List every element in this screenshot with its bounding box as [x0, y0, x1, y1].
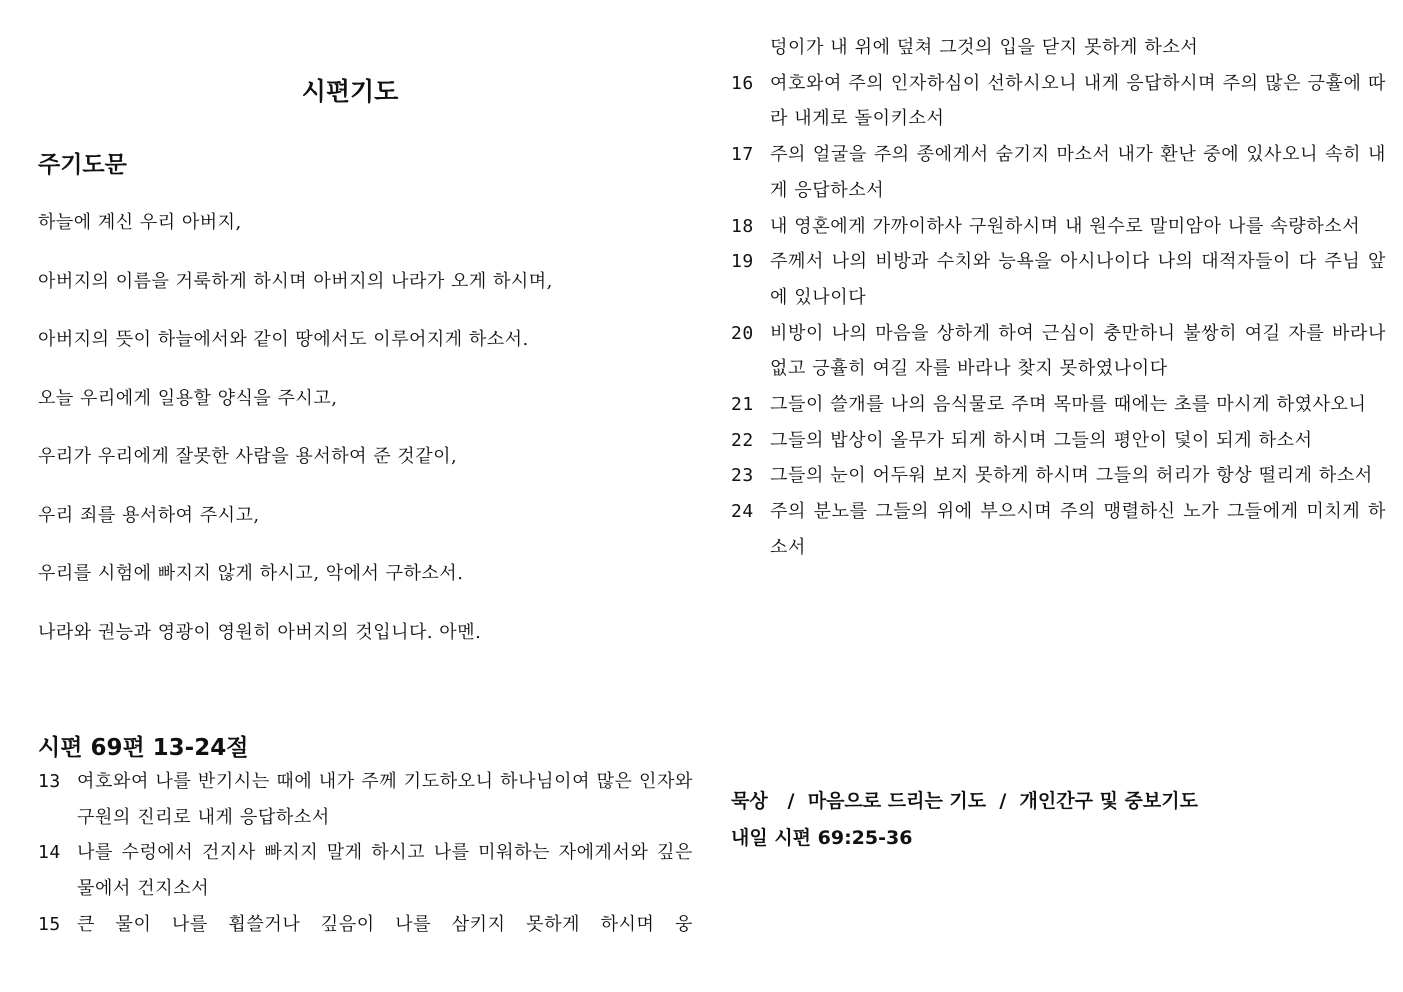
prayer-line: 오늘 우리에게 일용할 양식을 주시고,: [38, 387, 338, 409]
verse-number: 20: [731, 322, 754, 344]
prayer-line: 아버지의 뜻이 하늘에서와 같이 땅에서도 이루어지게 하소서.: [38, 329, 529, 350]
verse-number: 19: [731, 251, 754, 273]
psalm-heading: 시편 69편 13-24절: [38, 735, 249, 761]
lords-prayer-heading: 주기도문: [38, 152, 127, 178]
psalm-verses-left: [38, 764, 693, 943]
verse-text: 나를 수렁에서 건지사 빠지지 말게 하시고 나를 미워하는 자에게서와 깊은 물에서 건지소서: [77, 842, 693, 900]
verse-text: 주의 분노를 그들의 위에 부으시며 주의 맹렬하신 노가 그들에게 미치게 하소서: [770, 501, 1386, 558]
verse-continuation: 덩이가 내 위에 덮쳐 그것의 입을 닫지 못하게 하소서: [770, 37, 1199, 58]
verse-text: 여호와여 나를 반기시는 때에 내가 주께 기도하오니 하나님이여 많은 인자와 구원의 진리로 내게 응답하소서: [77, 771, 693, 828]
verse-number: 16: [731, 72, 754, 94]
verse-text: 그들이 쓸개를 나의 음식물로 주며 목마를 때에는 초를 마시게 하였사오니: [770, 394, 1367, 416]
verse-text: 그들의 밥상이 올무가 되게 하시며 그들의 평안이 덫이 되게 하소서: [770, 429, 1313, 451]
verse-text: 주의 얼굴을 주의 종에게서 숨기지 마소서 내가 환난 중에 있사오니 속히 내게 응답하소서: [770, 144, 1386, 201]
verse-number: 18: [731, 215, 754, 237]
verse: [38, 907, 693, 943]
verse: [731, 137, 1386, 208]
verse-number: 24: [731, 501, 754, 523]
prayer-line: 나라와 권능과 영광이 영원히 아버지의 것입니다. 아멘.: [38, 621, 482, 643]
meditation-guide: 묵상 / 마음으로 드리는 기도 / 개인간구 및 중보기도: [731, 790, 1198, 812]
prayer-line: 우리를 시험에 빠지지 않게 하시고, 악에서 구하소서.: [38, 563, 464, 584]
verse-number: 23: [731, 465, 754, 487]
lords-prayer-text: [38, 208, 698, 676]
verse: [731, 66, 1386, 137]
verse-number: 22: [731, 429, 754, 451]
tomorrow-reading: 내일 시편 69:25-36: [731, 827, 913, 849]
verse: [731, 244, 1386, 315]
verse-text: 여호와여 주의 인자하심이 선하시오니 내게 응답하시며 주의 많은 긍휼에 따라 내게로 돌이키소서: [770, 72, 1386, 130]
verse-number: 14: [38, 842, 61, 864]
psalm-verses-right: [731, 30, 1386, 566]
verse-text: 내 영혼에게 가까이하사 구원하시며 내 원수로 말미암아 나를 속량하소서: [770, 215, 1361, 237]
verse: [731, 316, 1386, 387]
verse-text: 그들의 눈이 어두워 보지 못하게 하시며 그들의 허리가 항상 떨리게 하소서: [770, 465, 1373, 487]
verse: [731, 423, 1386, 459]
verse-text: 비방이 나의 마음을 상하게 하여 근심이 충만하니 불쌍히 여길 자를 바라나 없고 긍휼히 여길 자를 바라나 찾지 못하였나이다: [770, 322, 1386, 380]
verse: [38, 835, 693, 906]
verse-text: 큰 물이 나를 휩쓸거나 깊음이 나를 삼키지 못하게 하시며 웅: [77, 913, 693, 935]
verse: [731, 387, 1386, 423]
verse: [731, 209, 1386, 245]
verse-number: 17: [731, 144, 754, 166]
prayer-line: 하늘에 계신 우리 아버지,: [38, 212, 242, 233]
prayer-line: 우리가 우리에게 잘못한 사람을 용서하여 준 것같이,: [38, 446, 458, 467]
prayer-line: 아버지의 이름을 거룩하게 하시며 아버지의 나라가 오게 하시며,: [38, 270, 553, 292]
verse-text: 주께서 나의 비방과 수치와 능욕을 아시나이다 나의 대적자들이 다 주님 앞에 있나이다: [770, 251, 1386, 308]
verse: [731, 494, 1386, 565]
prayer-line: 우리 죄를 용서하여 주시고,: [38, 504, 260, 526]
verse-number: 21: [731, 394, 754, 416]
verse-number: 13: [38, 771, 61, 792]
verse: [38, 764, 693, 835]
verse-number: 15: [38, 913, 61, 935]
page-title: 시편기도: [301, 77, 399, 106]
verse: [731, 458, 1386, 494]
